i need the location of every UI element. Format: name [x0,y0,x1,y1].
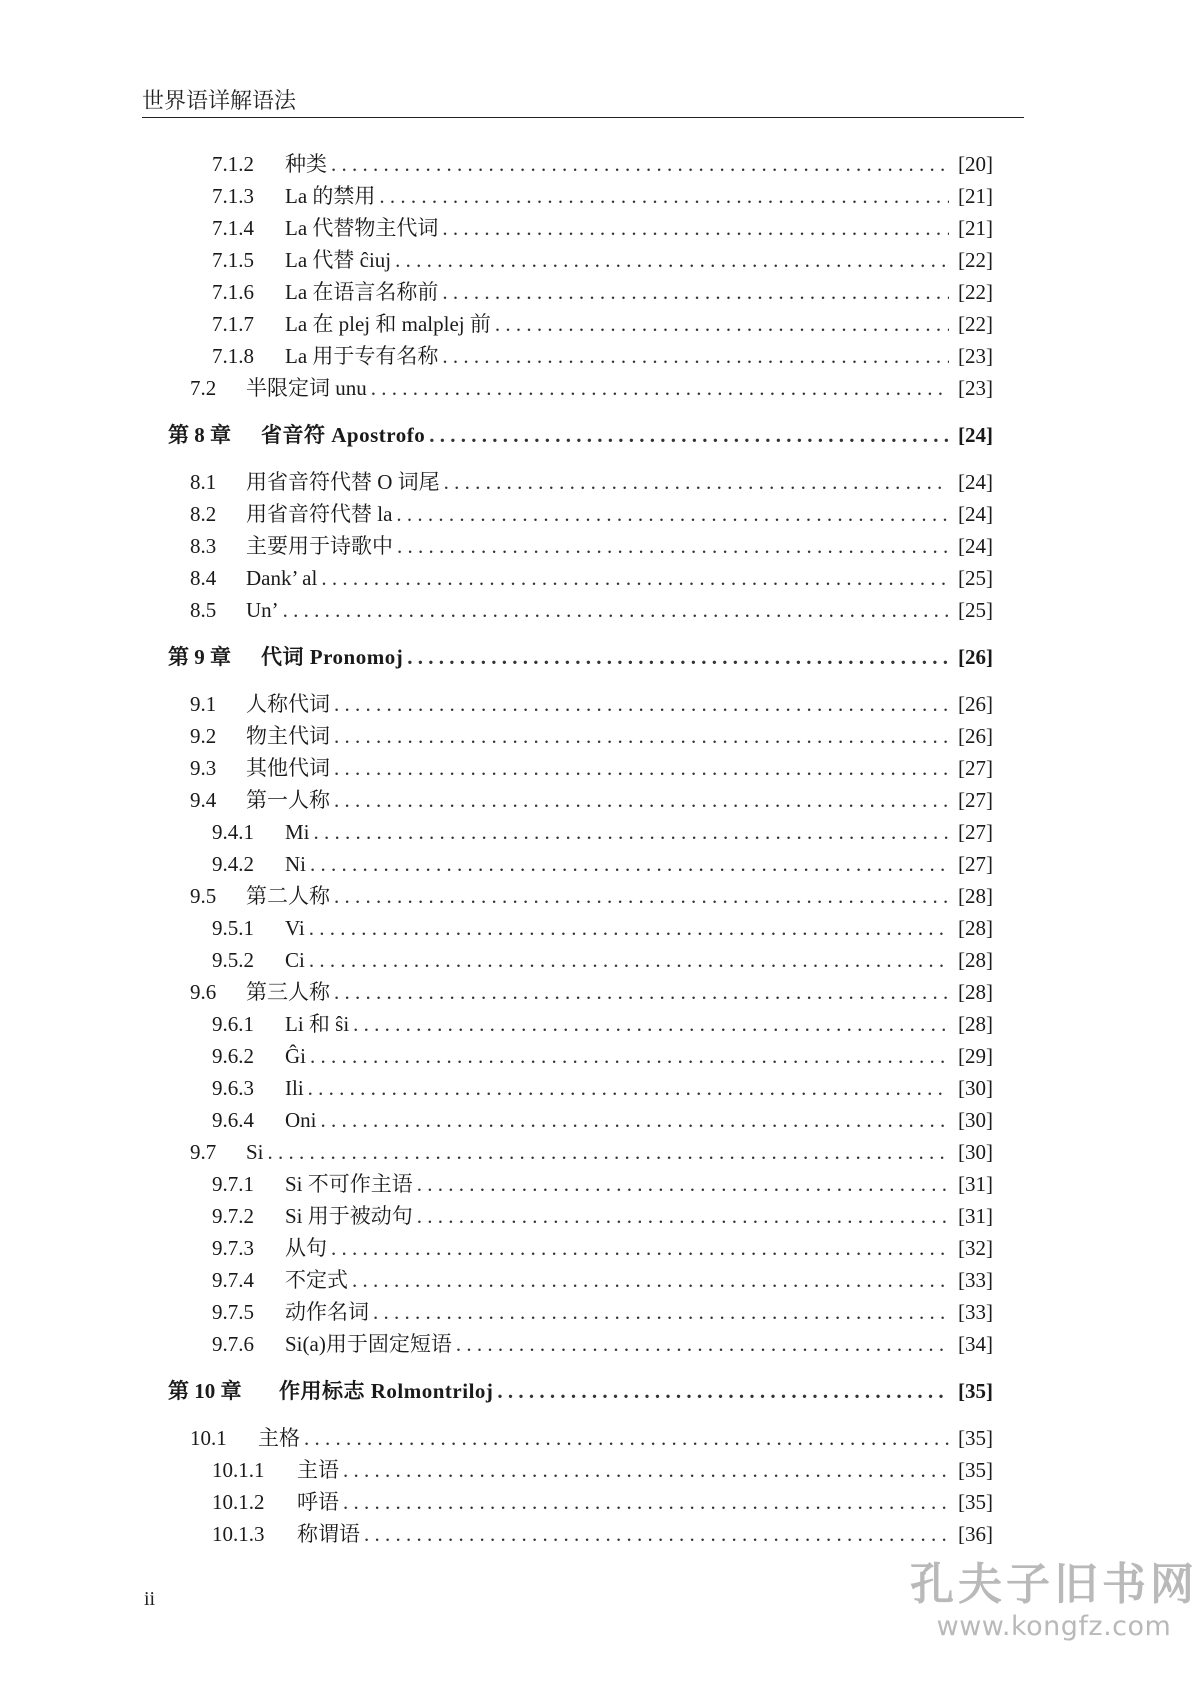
toc-title: 种类 [285,152,327,176]
toc-title: 其他代词 [246,756,330,780]
toc-leader-dots [334,976,949,1008]
toc-leader-dots [497,1375,949,1407]
toc-page: [25] [958,566,993,590]
toc-page: [26] [958,645,993,669]
toc-row [212,816,993,848]
toc-title: 用省音符代替 la [246,502,393,526]
toc-row [190,880,993,912]
toc-leader-dots [309,912,949,944]
toc-leader-dots [331,1232,949,1264]
toc-title: 代词 Pronomoj [261,645,404,669]
toc-page: [28] [958,948,993,972]
toc-number: 9.7.3 [212,1236,254,1260]
table-of-contents [0,148,1200,1550]
toc-title: Vi [285,916,305,940]
watermark [910,1560,1198,1642]
toc-row [212,1486,993,1518]
toc-leader-dots [364,1518,949,1550]
toc-leader-dots [343,1486,949,1518]
toc-row [212,912,993,944]
toc-title: Si(a)用于固定短语 [285,1332,452,1356]
toc-title: Si 不可作主语 [285,1172,413,1196]
toc-title: Oni [285,1108,317,1132]
toc-title: Li 和 ŝi [285,1012,350,1036]
toc-row [190,784,993,816]
toc-page: [20] [958,152,993,176]
toc-number: 9.5.1 [212,916,254,940]
toc-page: [35] [958,1490,993,1514]
toc-row [212,148,993,180]
toc-number: 9.3 [190,756,217,780]
toc-number: 9.5 [190,884,217,908]
toc-title: La 的禁用 [285,184,376,208]
toc-row [190,752,993,784]
toc-title: Dank’ al [246,566,318,590]
toc-title: 第一人称 [246,788,330,812]
toc-leader-dots [309,944,949,976]
toc-title: 物主代词 [246,724,330,748]
toc-number: 8.4 [190,566,217,590]
toc-number: 9.7.1 [212,1172,254,1196]
toc-number: 8.5 [190,598,217,622]
toc-leader-dots [310,1040,949,1072]
toc-leader-dots [268,1136,949,1168]
toc-title: Un’ [246,598,279,622]
toc-leader-dots [444,466,949,498]
toc-row [190,976,993,1008]
toc-title: Mi [285,820,310,844]
toc-leader-dots [334,880,949,912]
toc-title: Si [246,1140,264,1164]
toc-leader-dots [379,180,949,212]
toc-title: 省音符 Apostrofo [261,423,426,447]
toc-page: [33] [958,1268,993,1292]
toc-leader-dots [321,562,949,594]
toc-chapter-row [168,419,993,451]
toc-leader-dots [442,212,949,244]
toc-page: [30] [958,1108,993,1132]
toc-row [212,1328,993,1360]
toc-row [190,498,993,530]
watermark-name: 孔夫子旧书网 [910,1559,1198,1610]
toc-title: Ci [285,948,305,972]
toc-title: 主要用于诗歌中 [246,534,393,558]
toc-number: 9.2 [190,724,217,748]
toc-row [212,1454,993,1486]
toc-page: [33] [958,1300,993,1324]
toc-number: 第 9 章 [168,645,231,669]
toc-number: 7.2 [190,376,217,400]
toc-leader-dots [334,720,949,752]
toc-row [190,594,993,626]
toc-title: 第三人称 [246,980,330,1004]
toc-number: 9.1 [190,692,217,716]
toc-row [190,562,993,594]
toc-row [212,340,993,372]
toc-page: [27] [958,820,993,844]
toc-number: 7.1.5 [212,248,254,272]
toc-page: [24] [958,534,993,558]
toc-page: [30] [958,1076,993,1100]
toc-row [212,212,993,244]
toc-leader-dots [308,1072,949,1104]
toc-row [190,466,993,498]
toc-page: [23] [958,344,993,368]
toc-title: Si 用于被动句 [285,1204,413,1228]
toc-title: 称谓语 [297,1522,360,1546]
toc-page: [30] [958,1140,993,1164]
toc-row [212,1168,993,1200]
toc-title: La 用于专有名称 [285,344,439,368]
toc-number: 9.4.2 [212,852,254,876]
toc-page: [21] [958,216,993,240]
toc-number: 7.1.6 [212,280,254,304]
running-header: 世界语详解语法 [142,88,297,113]
toc-number: 7.1.2 [212,152,254,176]
watermark-url: www.kongfz.com [936,1610,1172,1642]
toc-page: [23] [958,376,993,400]
toc-number: 10.1 [190,1426,227,1450]
toc-row [212,1264,993,1296]
toc-leader-dots [373,1296,949,1328]
toc-number: 7.1.3 [212,184,254,208]
toc-title: 呼语 [297,1490,339,1514]
toc-number: 9.4.1 [212,820,254,844]
toc-number: 第 8 章 [168,423,231,447]
toc-page: [32] [958,1236,993,1260]
toc-leader-dots [442,340,949,372]
toc-leader-dots [314,816,949,848]
toc-row [190,720,993,752]
toc-row [212,276,993,308]
toc-chapter-row [168,1375,993,1407]
toc-number: 9.7.4 [212,1268,254,1292]
toc-page: [26] [958,692,993,716]
toc-number: 8.3 [190,534,217,558]
toc-leader-dots [310,848,949,880]
toc-row [212,244,993,276]
toc-number: 9.7.5 [212,1300,254,1324]
toc-number: 10.1.1 [212,1458,265,1482]
toc-number: 7.1.8 [212,344,254,368]
toc-page: [28] [958,916,993,940]
toc-leader-dots [352,1264,949,1296]
toc-page: [29] [958,1044,993,1068]
toc-number: 9.6 [190,980,217,1004]
toc-title: La 在语言名称前 [285,280,439,304]
toc-page: [28] [958,980,993,1004]
toc-number: 8.2 [190,502,217,526]
toc-page: [34] [958,1332,993,1356]
toc-leader-dots [334,784,949,816]
toc-leader-dots [334,752,949,784]
toc-leader-dots [495,308,949,340]
toc-title: La 代替物主代词 [285,216,439,240]
toc-row [190,372,993,404]
header-rule [142,117,1024,118]
toc-number: 8.1 [190,470,217,494]
toc-row [212,944,993,976]
toc-number: 10.1.3 [212,1522,265,1546]
toc-page: [24] [958,502,993,526]
toc-number: 9.7.6 [212,1332,254,1356]
toc-page: [21] [958,184,993,208]
toc-row [212,1232,993,1264]
toc-leader-dots [417,1168,949,1200]
toc-page: [27] [958,756,993,780]
toc-page: [28] [958,884,993,908]
toc-row [190,1422,993,1454]
toc-number: 9.5.2 [212,948,254,972]
toc-number: 第 10 章 [168,1379,242,1403]
toc-leader-dots [396,498,949,530]
toc-number: 9.6.1 [212,1012,254,1036]
toc-row [212,848,993,880]
toc-page: [27] [958,788,993,812]
toc-row [190,1136,993,1168]
toc-leader-dots [407,641,949,673]
toc-page: [22] [958,312,993,336]
toc-page: [22] [958,248,993,272]
toc-page: [35] [958,1379,993,1403]
toc-leader-dots [371,372,949,404]
toc-leader-dots [353,1008,949,1040]
toc-leader-dots [456,1328,949,1360]
toc-row [212,1296,993,1328]
toc-page: [24] [958,423,993,447]
toc-page: [22] [958,280,993,304]
toc-leader-dots [343,1454,949,1486]
toc-title: 不定式 [285,1268,348,1292]
toc-number: 9.7 [190,1140,217,1164]
toc-title: 用省音符代替 O 词尾 [246,470,440,494]
toc-leader-dots [283,594,949,626]
toc-leader-dots [304,1422,949,1454]
toc-page: [31] [958,1204,993,1228]
toc-title: Ĝi [285,1044,306,1068]
toc-leader-dots [395,244,949,276]
toc-leader-dots [442,276,949,308]
toc-title: 半限定词 unu [246,376,367,400]
toc-title: 第二人称 [246,884,330,908]
toc-title: 动作名词 [285,1300,369,1324]
toc-leader-dots [334,688,949,720]
toc-title: 作用标志 Rolmontriloj [279,1379,494,1403]
toc-row [212,308,993,340]
toc-number: 7.1.4 [212,216,254,240]
toc-row [212,180,993,212]
toc-row [190,688,993,720]
toc-leader-dots [331,148,949,180]
toc-page: [26] [958,724,993,748]
toc-leader-dots [321,1104,950,1136]
toc-number: 9.4 [190,788,217,812]
toc-page: [35] [958,1426,993,1450]
toc-page: [25] [958,598,993,622]
toc-leader-dots [397,530,949,562]
toc-number: 9.6.4 [212,1108,254,1132]
toc-chapter-row [168,641,993,673]
toc-row [212,1040,993,1072]
toc-title: Ili [285,1076,304,1100]
toc-title: 主格 [258,1426,300,1450]
toc-number: 9.7.2 [212,1204,254,1228]
toc-title: 人称代词 [246,692,330,716]
toc-number: 10.1.2 [212,1490,265,1514]
toc-title: Ni [285,852,306,876]
toc-row [212,1008,993,1040]
toc-row [212,1200,993,1232]
toc-title: 从句 [285,1236,327,1260]
toc-page: [35] [958,1458,993,1482]
toc-row [212,1072,993,1104]
toc-row [212,1518,993,1550]
toc-number: 9.6.2 [212,1044,254,1068]
toc-leader-dots [417,1200,949,1232]
page-number: ii [144,1588,156,1610]
toc-page: [24] [958,470,993,494]
toc-number: 7.1.7 [212,312,254,336]
toc-title: La 代替 ĉiuj [285,248,392,272]
toc-page: [27] [958,852,993,876]
toc-row [212,1104,993,1136]
toc-page: [31] [958,1172,993,1196]
toc-leader-dots [429,419,949,451]
toc-page: [36] [958,1522,993,1546]
toc-title: La 在 plej 和 malplej 前 [285,312,491,336]
toc-number: 9.6.3 [212,1076,254,1100]
toc-page: [28] [958,1012,993,1036]
toc-title: 主语 [297,1458,339,1482]
toc-row [190,530,993,562]
